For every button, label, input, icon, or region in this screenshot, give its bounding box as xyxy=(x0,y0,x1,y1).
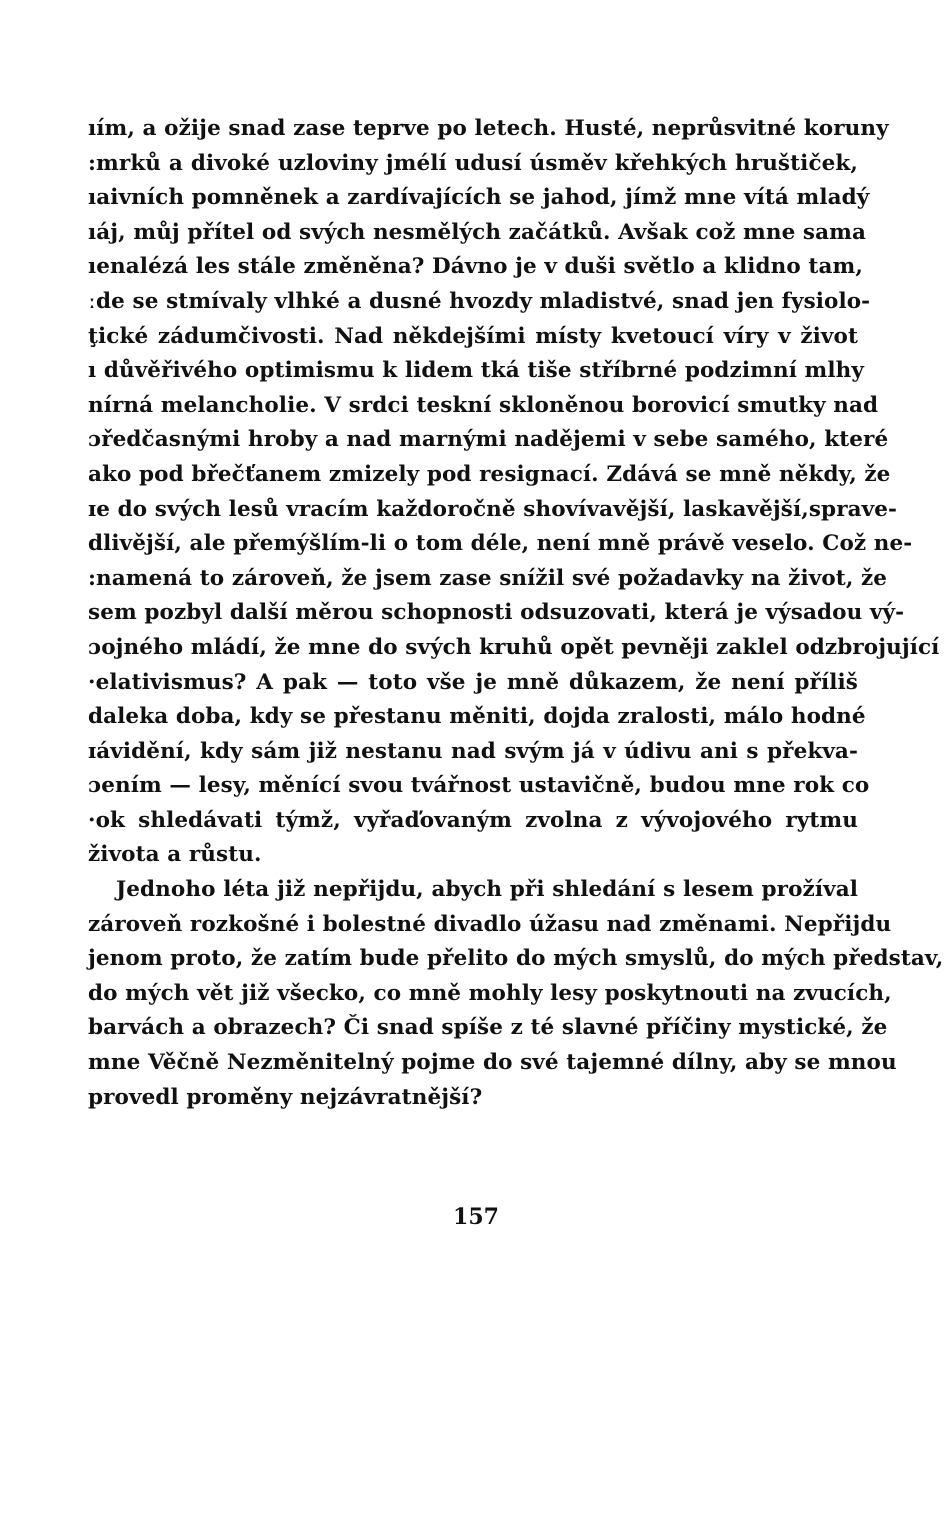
text-line: ţické zádumčivosti. Nad někdejšími místy kvetoucí víry v život xyxy=(88,323,858,349)
text-line: dlivější, ale přemýšlím-li o tom déle, není mně právě veselo. Což ne- xyxy=(88,531,913,557)
body-text xyxy=(88,112,944,1115)
text-line: ɔojného mládí, že mne do svých kruhů opět pevněji zaklel odzbrojující xyxy=(88,634,940,660)
text-line: ako pod břečťanem zmizely pod resignací. Zdává se mně někdy, že xyxy=(88,461,891,487)
text-line: ·elativismus? A pak — toto vše je mně důkazem, že není příliš xyxy=(88,669,858,695)
text-line: provedl proměny nejzávratnější? xyxy=(88,1084,483,1110)
text-line: ıaivních pomněnek a zardívajících se jahod, jímž mne vítá mladý xyxy=(88,185,870,211)
text-line: ɪe do svých lesů vracím každoročně shovívavější, laskavější,sprave- xyxy=(88,496,898,522)
text-line: jenom proto, že zatím bude přelito do mých smyslů, do mých představ, xyxy=(88,946,944,972)
text-line: ı důvěřivého optimismu k lidem tká tiše stříbrné podzimní mlhy xyxy=(88,358,864,384)
text-line: nírná melancholie. V srdci teskní skloněnou borovicí smutky nad xyxy=(88,392,879,418)
text-line: ɔením — lesy, měnící svou tvářnost ustavičně, budou mne rok co xyxy=(88,773,870,799)
text-line: života a růstu. xyxy=(88,842,262,868)
text-line: daleka doba, kdy se přestanu měniti, dojda zralosti, málo hodné xyxy=(88,704,866,730)
text-line: ıenalézá les stále změněna? Dávno je v duši světlo a klidno tam, xyxy=(88,254,863,280)
text-line: ıáj, můj přítel od svých nesmělých začátků. Avšak což mne sama xyxy=(88,219,867,245)
text-line: do mých vět již všecko, co mně mohly lesy poskytnouti na zvucích, xyxy=(88,980,892,1006)
text-line: sem pozbyl další měrou schopnosti odsuzovati, která je výsadou vý- xyxy=(88,600,905,626)
text-line: ːde se stmívaly vlhké a dusné hvozdy mladistvé, snad jen fysiolo- xyxy=(88,288,871,314)
text-line: barvách a obrazech? Či snad spíše z té slavné příčiny mystické, že xyxy=(88,1015,888,1041)
text-line: ɔředčasnými hroby a nad marnými nadějemi v sebe samého, které xyxy=(88,427,889,453)
page-number: 157 xyxy=(453,1204,499,1230)
text-line: ·ok shledávati týmž, vyřaďovaným zvolna z vývojového rytmu xyxy=(88,807,858,833)
text-line: ıím, a ožije snad zase teprve po letech. Husté, neprůsvitné koruny xyxy=(88,116,889,141)
text-line: ɪávidění, kdy sám již nestanu nad svým já v údivu ani s překva- xyxy=(88,738,858,764)
text-line: Jednoho léta již nepřijdu, abych při shledání s lesem prožíval xyxy=(116,877,858,903)
text-line: :mrků a divoké uzloviny jmélí udusí úsměv křehkých hruštiček, xyxy=(88,150,858,176)
text-line: zároveň rozkošné i bolestné divadlo úžasu nad změnami. Nepřijdu xyxy=(88,911,892,937)
text-line: :namená to zároveň, že jsem zase snížil své požadavky na život, že xyxy=(88,565,888,591)
text-line: mne Věčně Nezměnitelný pojme do své tajemné dílny, aby se mnou xyxy=(88,1050,897,1076)
